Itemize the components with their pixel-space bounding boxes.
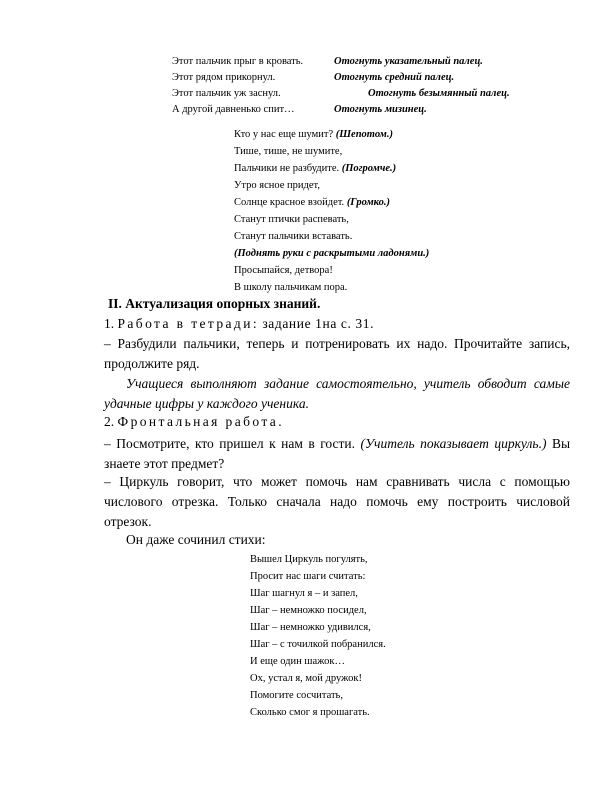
rhyme2-line-8-note: (Поднять руки с раскрытыми ладонями.) [234,248,430,259]
rhyme1-line-4: А другой давненько спит… [172,104,295,115]
rhyme2-line-1 [234,129,393,140]
poem-line-7: И еще один шажок… [250,656,345,667]
poem-line-2: Просит нас шаги считать: [250,571,366,582]
item2-heading [104,414,284,430]
item1-heading [104,316,374,332]
rhyme1-action-4: Отогнуть мизинец. [334,104,427,115]
rhyme2-line-1-note: (Шепотом.) [335,129,393,140]
rhyme2-line-1-text: Кто у нас еще шумит? [234,129,334,140]
item2-text-a: – Посмотрите, кто пришел к нам в гости. [104,436,355,451]
item1-title: Работа в тетради: [117,316,259,331]
item1-text: – Разбудили пальчики, теперь и потренировать их надо. Прочитайте запись, продолжите ряд. [104,336,570,371]
item2-note: (Учитель показывает циркуль.) [360,436,547,451]
poem-line-6: Шаг – с точилкой побранился. [250,639,386,650]
poem-line-5: Шаг – немножко удивился, [250,622,371,633]
item1-rest: задание 1на с. 31. [262,316,375,331]
poem-line-10: Сколько смог я прошагать. [250,707,370,718]
rhyme2-line-3-note: (Погромче.) [341,163,397,174]
poem-line-1: Вышел Циркуль погулять, [250,554,368,565]
item2-text [104,434,570,474]
rhyme1-line-2: Этот рядом прикорнул. [172,72,276,83]
poem-line-4: Шаг – немножко посидел, [250,605,367,616]
rhyme2-line-4: Утро ясное придет, [234,180,320,191]
rhyme2-line-3-text: Пальчики не разбудите. [234,163,340,174]
rhyme1-action-1: Отогнуть указательный палец. [334,56,483,67]
poem-line-3: Шаг шагнул я – и запел, [250,588,358,599]
rhyme2-line-3 [234,163,396,174]
rhyme2-line-9: Просыпайся, детвора! [234,265,333,276]
rhyme1-line-1: Этот пальчик прыг в кровать. [172,56,304,67]
poem-line-8: Ох, устал я, мой дружок! [250,673,362,684]
rhyme2-line-6: Станут птички распевать, [234,214,349,225]
rhyme2-line-5-note: (Громко.) [346,197,390,208]
rhyme2-line-2: Тише, тише, не шумите, [234,146,343,157]
item2-title: Фронтальная работа. [117,414,284,429]
item1-number: 1. [104,316,115,331]
rhyme2-line-10: В школу пальчикам пора. [234,282,348,293]
section-heading: II. Актуализация опорных знаний. [108,296,321,311]
rhyme2-line-5 [234,197,390,208]
rhyme2-line-7: Станут пальчики вставать. [234,231,353,242]
item2-text3: Он даже сочинил стихи: [126,532,266,547]
item2-text-b: Вы знаете этот предмет? [104,436,571,471]
poem-line-9: Помогите сосчитать, [250,690,343,701]
rhyme1-action-2: Отогнуть средний палец. [334,72,455,83]
item1-note: Учащиеся выполняют задание самостоятельно, учитель обводит самые удачные цифры у каждого ученика. [104,376,570,411]
rhyme1-line-3: Этот пальчик уж заснул. [172,88,281,99]
item2-number: 2. [104,414,115,429]
item2-text2: – Циркуль говорит, что может помочь нам сравнивать числа с помощью числового отрезка. Только сначала надо помочь ему построить числовой отрезок. [104,474,570,529]
rhyme1-action-3: Отогнуть безымянный палец. [368,88,510,99]
rhyme2-line-5-text: Солнце красное взойдет. [234,197,345,208]
